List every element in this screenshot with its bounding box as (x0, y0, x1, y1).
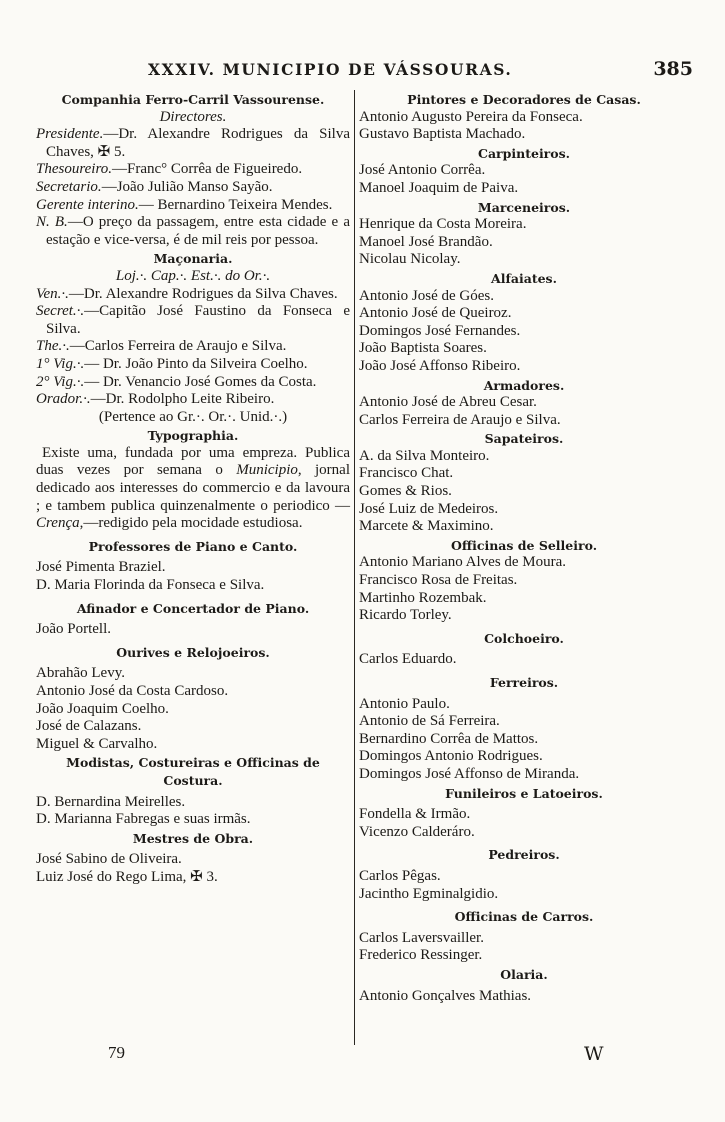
role-holder: — Dr. Venancio José Gomes da Costa. (84, 373, 317, 390)
list-item: José Sabino de Oliveira. (36, 851, 182, 868)
list-item: Carlos Pêgas. (359, 867, 441, 884)
list-item: José de Calazans. (36, 718, 142, 735)
section-heading: Officinas de Carros. (454, 909, 594, 925)
list-item: Henrique da Costa Moreira. (359, 216, 527, 233)
role-label: Secret.·. (36, 303, 85, 320)
list-item: Bernardino Corrêa de Mattos. (359, 730, 539, 747)
section-heading: Armadores. (483, 377, 565, 393)
entry-orador (36, 391, 350, 409)
entry-nota-bene (36, 214, 350, 249)
page-number: 385 (653, 58, 693, 80)
page-header (0, 58, 725, 86)
list-item: Carlos Ferreira de Araujo e Silva. (359, 411, 561, 428)
subheading-directores: Directores. (159, 108, 227, 125)
entry-secretario-maconico (36, 303, 350, 338)
role-label: 1° Vig.·. (36, 355, 85, 372)
list-item: Gomes & Rios. (359, 483, 452, 500)
list-item: Francisco Chat. (359, 465, 454, 482)
entry-secretario (36, 179, 350, 197)
role-label: 2° Vig.·. (36, 373, 85, 390)
section-heading: Colchoeiro. (484, 630, 564, 646)
subheading-loja: Loj.·. Cap.·. Est.·. do Or.·. (115, 267, 271, 284)
list-item: Martinho Rozembak. (359, 589, 487, 606)
section-heading: Officinas de Selleiro. (450, 537, 598, 553)
role-holder: — Dr. João Pinto da Silveira Coelho. (84, 355, 308, 372)
list-item: Jacintho Egminalgidio. (359, 885, 499, 902)
list-item: Domingos Antonio Rodrigues. (359, 748, 543, 765)
role-holder: —Capitão José Faustino da Fonseca e Silva. (46, 303, 350, 337)
note-label: N. B. (36, 214, 68, 231)
list-item: Antonio José da Costa Cardoso. (36, 683, 229, 699)
section-heading: Pintores e Decoradores de Casas. (407, 92, 641, 107)
list-item: Antonio Paulo. (359, 695, 450, 712)
section-heading: Marceneiros. (477, 199, 571, 215)
list-item: Luiz José do Rego Lima, ✠ 3. (36, 868, 218, 885)
signature-number: 79 (108, 1043, 125, 1062)
chapter-title: XXXIV. MUNICIPIO DE VÁSSOURAS. (148, 60, 513, 79)
list-item: Frederico Ressinger. (359, 947, 483, 964)
lodge-affiliation: (Pertence ao Gr.·. Or.·. Unid.·.) (98, 408, 288, 425)
right-column (359, 90, 689, 1005)
list-item: Antonio Augusto Pereira da Fonseca. (359, 108, 583, 125)
list-item: Antonio José de Góes. (359, 287, 494, 304)
list-item: D. Maria Florinda da Fonseca e Silva. (36, 577, 265, 594)
list-item: Francisco Rosa de Freitas. (359, 572, 518, 589)
list-item: A. da Silva Monteiro. (359, 447, 490, 464)
role-label: The.·. (36, 338, 70, 355)
role-label: Secretario. (36, 178, 102, 195)
entry-vigilante-2 (36, 374, 350, 392)
list-item: Antonio Gonçalves Mathias. (359, 987, 532, 1004)
paragraph-text: , jornal dedicado aos interesses do commercio e da lavoura ; e tambem publica quinzenalmente o periodico — (36, 462, 350, 514)
entry-thesoureiro (36, 161, 350, 179)
list-item: Ricardo Torley. (359, 607, 452, 624)
typographia-paragraph (36, 445, 350, 533)
list-item: João José Affonso Ribeiro. (359, 357, 521, 374)
section-heading: Carpinteiros. (478, 145, 570, 161)
role-label: Gerente interino. (36, 196, 139, 213)
column-divider (354, 90, 355, 1045)
list-item: José Luiz de Medeiros. (359, 500, 499, 517)
role-label: Ven.·. (36, 285, 69, 302)
list-item: D. Bernardina Meirelles. (36, 793, 186, 810)
list-item: José Pimenta Braziel. (36, 559, 166, 576)
list-item: Marcete & Maximino. (359, 518, 494, 535)
entry-thesoureiro-maconico (36, 338, 350, 356)
section-heading: Maçonaria. (153, 251, 233, 267)
signature-mark: W (584, 1043, 604, 1065)
list-item: Manoel Joaquim de Paiva. (359, 179, 519, 196)
list-item: Antonio Mariano Alves de Moura. (359, 554, 567, 571)
section-heading: Modistas, Costureiras e Officinas de Costura. (66, 755, 320, 788)
section-heading: Ourives e Relojoeiros. (116, 644, 270, 660)
list-item: Nicolau Nicolay. (359, 251, 461, 268)
paragraph-text: Existe uma, fundada por uma empreza. Publica duas vezes por semana o (36, 444, 350, 479)
list-item: Abrahão Levy. (36, 665, 125, 682)
role-label: Thesoureiro. (36, 161, 112, 178)
section-heading: Companhia Ferro-Carril Vassourense. (61, 92, 325, 107)
list-item: Carlos Laversvailler. (359, 929, 484, 946)
role-label: Orador.·. (36, 391, 91, 408)
role-holder: —Dr. Alexandre Rodrigues da Silva Chaves. (68, 285, 338, 302)
page-footer (0, 1043, 725, 1067)
entry-presidente (36, 126, 350, 161)
section-heading: Ferreiros. (489, 675, 559, 690)
list-item: Manoel José Brandão. (359, 233, 493, 250)
section-heading: Alfaiates. (491, 270, 557, 286)
entry-vigilante-1 (36, 356, 350, 374)
list-item: Antonio José de Abreu Cesar. (359, 394, 537, 411)
section-heading: Sapateiros. (484, 431, 564, 447)
entry-gerente (36, 197, 350, 215)
paragraph-text: ,—redigido pela mocidade estudiosa. (79, 515, 303, 532)
list-item: Vicenzo Calderáro. (359, 823, 475, 840)
section-heading: Professores de Piano e Canto. (88, 538, 298, 554)
list-item: Fondella & Irmão. (359, 806, 471, 823)
list-item: Gustavo Baptista Machado. (359, 126, 526, 143)
list-item: João Joaquim Coelho. (36, 700, 169, 717)
list-item: Antonio de Sá Ferreira. (359, 713, 500, 730)
section-heading: Pedreiros. (488, 847, 560, 863)
list-item: José Antonio Corrêa. (359, 162, 486, 179)
entry-veneravel (36, 286, 350, 304)
role-label: Presidente. (36, 126, 104, 143)
section-heading: Typographia. (147, 428, 239, 444)
list-item: Carlos Eduardo. (359, 651, 457, 668)
role-holder: —Dr. Alexandre Rodrigues da Silva Chaves, ✠ 5. (46, 126, 350, 160)
left-column (36, 90, 350, 887)
section-heading: Funileiros e Latoeiros. (445, 785, 603, 801)
section-heading: Olaria. (500, 966, 548, 982)
list-item: Domingos José Fernandes. (359, 322, 521, 339)
periodical-title: Crença (36, 515, 80, 532)
role-holder: —João Julião Manso Sayão. (101, 178, 273, 195)
list-item: Miguel & Carvalho. (36, 735, 158, 752)
section-heading: Afinador e Concertador de Piano. (76, 600, 310, 616)
role-holder: —Franc° Corrêa de Figueiredo. (111, 161, 303, 178)
list-item: Domingos José Affonso de Miranda. (359, 765, 580, 782)
newspaper-title: Municipio (236, 462, 298, 479)
role-holder: —Dr. Rodolpho Leite Ribeiro. (90, 391, 275, 408)
role-holder: —Carlos Ferreira de Araujo e Silva. (69, 338, 287, 355)
section-heading: Mestres de Obra. (132, 830, 254, 846)
list-item: D. Marianna Fabregas e suas irmãs. (36, 811, 251, 828)
list-item: Antonio José de Queiroz. (359, 305, 512, 322)
list-item: João Baptista Soares. (359, 340, 487, 357)
role-holder: — Bernardino Teixeira Mendes. (138, 196, 333, 213)
note-text: —O preço da passagem, entre esta cidade e a estação e vice-versa, é de mil reis por pessoa. (46, 214, 351, 248)
list-item: João Portell. (36, 621, 111, 638)
